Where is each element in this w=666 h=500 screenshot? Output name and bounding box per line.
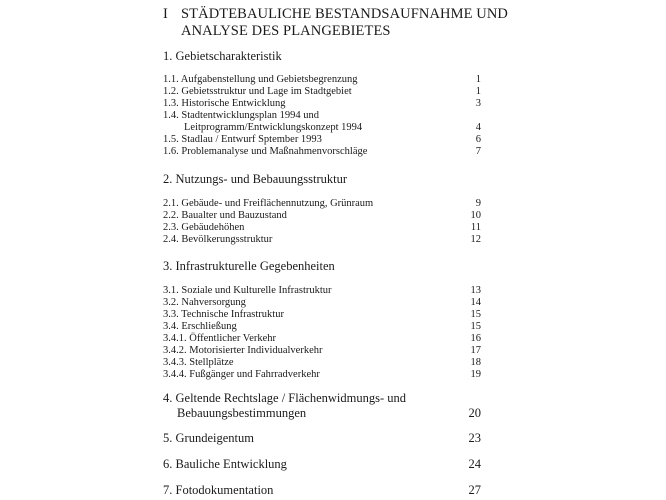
toc-entry — [163, 98, 481, 109]
toc-entry-label: 3.4.3. Stellplätze — [163, 357, 234, 368]
toc-entry-label: 3.4.2. Motorisierter Individualverkehr — [163, 345, 323, 356]
section-heading-2: 2. Nutzungs- und Bebauungsstruktur — [163, 172, 348, 186]
toc-entry-label: 2.1. Gebäude- und Freiflächennutzung, Grünraum — [163, 198, 374, 209]
toc-entry — [163, 333, 481, 344]
toc-entry-label: 1.6. Problemanalyse und Maßnahmenvorschläge — [163, 146, 368, 157]
toc-entry — [163, 198, 481, 209]
toc-entry-page: 24 — [468, 457, 481, 471]
toc-entry-label: 1.2. Gebietsstruktur und Lage im Stadtgebiet — [163, 86, 352, 97]
toc-entry — [163, 297, 481, 308]
toc-entry-page: 9 — [475, 198, 481, 209]
toc-entry-page: 23 — [468, 431, 481, 445]
toc-entry-page: 15 — [470, 309, 481, 320]
toc-entry-label: 2.3. Gebäudehöhen — [163, 222, 245, 233]
toc-entry-page: 11 — [470, 222, 481, 233]
toc-entry-label: Leitprogramm/Entwicklungskonzept 1994 — [184, 122, 363, 133]
toc-entry-page: 16 — [470, 333, 481, 344]
toc-entry-label: 3.2. Nahversorgung — [163, 297, 246, 308]
toc-entry — [163, 234, 481, 245]
toc-entry-label: 1.4. Stadtentwicklungsplan 1994 und — [163, 110, 320, 121]
toc-entry-label: 2.2. Baualter und Bauzustand — [163, 210, 287, 221]
toc-entry-label: 3.1. Soziale und Kulturelle Infrastruktur — [163, 285, 332, 296]
toc-entry-page: 27 — [468, 483, 481, 497]
section-heading-3: 3. Infrastrukturelle Gegebenheiten — [163, 259, 335, 273]
toc-section-7 — [163, 483, 481, 498]
toc-entry-page: 10 — [470, 210, 481, 221]
toc-entry-label: 3.4.1. Öffentlicher Verkehr — [163, 333, 277, 344]
title-line-2: ANALYSE DES PLANGEBIETES — [181, 23, 391, 39]
toc-entry — [163, 345, 481, 356]
toc-section-4-line-1: 4. Geltende Rechtslage / Flächenwidmungs- und — [163, 391, 406, 405]
toc-entry — [163, 222, 481, 233]
toc-section-5-label: 5. Grundeigentum — [163, 431, 254, 445]
toc-entry — [163, 321, 481, 332]
toc-entry-label: 1.3. Historische Entwicklung — [163, 98, 286, 109]
toc-entry-page: 1 — [475, 86, 481, 97]
toc-entry — [163, 122, 481, 133]
toc-entry-label: 1.5. Stadlau / Entwurf Sptember 1993 — [163, 134, 322, 145]
toc-entry-page: 18 — [470, 357, 481, 368]
toc-section-6 — [163, 457, 481, 472]
toc-entry — [163, 357, 481, 368]
toc-entry-label: 2.4. Bevölkerungsstruktur — [163, 234, 273, 245]
toc-entry-page: 1 — [475, 74, 481, 85]
document-title — [163, 6, 508, 40]
toc-entry — [163, 210, 481, 221]
toc-entry-page: 19 — [470, 369, 481, 380]
toc-entry — [163, 134, 481, 145]
toc-entry — [163, 369, 481, 380]
toc-entry-page: 7 — [475, 146, 481, 157]
toc-section-7-label: 7. Fotodokumentation — [163, 483, 274, 497]
toc-entry — [163, 74, 481, 85]
toc-section-4-line-2: Bebauungsbestimmungen — [177, 406, 307, 420]
title-roman-numeral: I — [163, 6, 168, 22]
toc-entry-label: 3.4. Erschließung — [163, 321, 237, 332]
toc-entry — [163, 146, 481, 157]
title-line-1: STÄDTEBAULICHE BESTANDSAUFNAHME UND — [181, 6, 508, 22]
toc-section-4 — [163, 391, 481, 421]
toc-entry — [163, 285, 481, 296]
toc-section-4-label — [163, 391, 406, 421]
toc-entry-page: 15 — [470, 321, 481, 332]
toc-section-6-label: 6. Bauliche Entwicklung — [163, 457, 287, 471]
toc-entry-page: 14 — [470, 297, 481, 308]
toc-entry — [163, 309, 481, 320]
toc-entry — [163, 110, 481, 121]
toc-entry-page: 3 — [475, 98, 481, 109]
section-heading-1: 1. Gebietscharakteristik — [163, 49, 282, 63]
toc-entry-label: 1.1. Aufgabenstellung und Gebietsbegrenzung — [163, 74, 358, 85]
toc-entry-page: 12 — [470, 234, 481, 245]
toc-entry — [163, 86, 481, 97]
toc-entry-page: 4 — [475, 122, 481, 133]
toc-section-5 — [163, 431, 481, 446]
toc-entry-page: 17 — [470, 345, 481, 356]
toc-entry-page: 6 — [475, 134, 481, 145]
toc-entry-label: 3.4.4. Fußgänger und Fahrradverkehr — [163, 369, 320, 380]
toc-entry-page: 20 — [468, 406, 481, 420]
toc-entry-label: 3.3. Technische Infrastruktur — [163, 309, 284, 320]
toc-entry-page: 13 — [470, 285, 481, 296]
